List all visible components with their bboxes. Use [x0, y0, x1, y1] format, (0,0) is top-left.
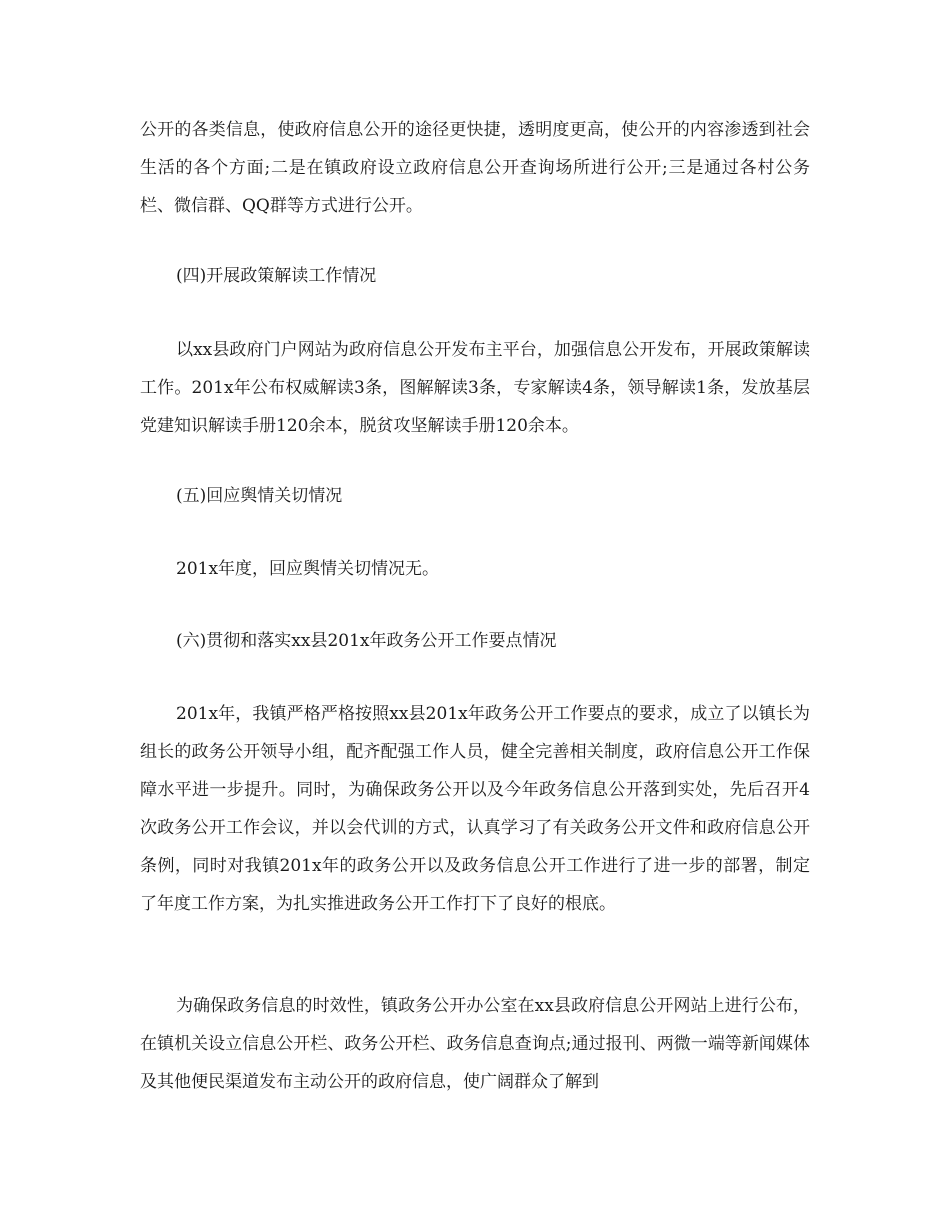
section-heading-four	[140, 257, 810, 295]
heading-text: (六)贯彻和落实xx县201x年政务公开工作要点情况	[176, 631, 557, 651]
paragraph-public-opinion	[140, 550, 810, 588]
paragraph-timeliness	[140, 987, 810, 1101]
paragraph-implementation	[140, 695, 810, 923]
heading-text: (四)开展政策解读工作情况	[176, 266, 377, 286]
paragraph-policy-interpretation	[140, 331, 810, 445]
section-heading-six	[140, 622, 810, 660]
paragraph-text: 以xx县政府门户网站为政府信息公开发布主平台，加强信息公开发布，开展政策解读工作。201x年公布权威解读3条，图解解读3条，专家解读4条，领导解读1条，发放基层党建知识解读手册120余本，脱贫攻坚解读手册120余本。	[140, 340, 810, 436]
paragraph-continuation	[140, 111, 810, 225]
section-heading-five	[140, 477, 810, 515]
paragraph-text: 201x年度，回应舆情关切情况无。	[176, 559, 440, 579]
heading-text: (五)回应舆情关切情况	[176, 486, 343, 506]
paragraph-text: 201x年，我镇严格严格按照xx县201x年政务公开工作要点的要求，成立了以镇长为组长的政务公开领导小组，配齐配强工作人员，健全完善相关制度，政府信息公开工作保障水平进一步提升。同时，为确保政务公开以及今年政务信息公开落到实处，先后召开4次政务公开工作会议，并以会代训的方式，认真学习了有关政务公开文件和政府信息公开条例，同时对我镇201x年的政务公开以及政务信息公开工作进行了进一步的部署，制定了年度工作方案，为扎实推进政务公开工作打下了良好的根底。	[140, 704, 810, 914]
paragraph-text: 公开的各类信息，使政府信息公开的途径更快捷，透明度更高，使公开的内容渗透到社会生活的各个方面;二是在镇政府设立政府信息公开查询场所进行公开;三是通过各村公务栏、微信群、QQ群等方式进行公开。	[140, 120, 810, 216]
paragraph-text: 为确保政务信息的时效性，镇政务公开办公室在xx县政府信息公开网站上进行公布，在镇机关设立信息公开栏、政务公开栏、政务信息查询点;通过报刊、两微一端等新闻媒体及其他便民渠道发布主动公开的政府信息，使广阔群众了解到	[140, 996, 810, 1092]
